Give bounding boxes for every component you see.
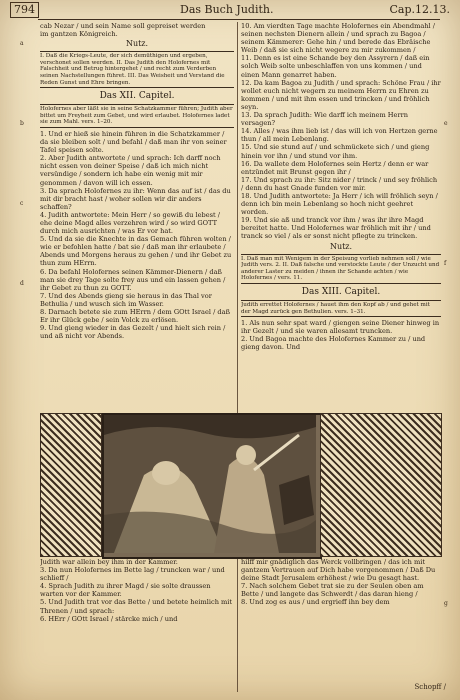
verse: Judith war allein bey ihm in der Kammer. bbox=[40, 558, 178, 566]
verse: 19. Und sie aß und tranck vor ihm / was ihr ihre Magd bereitet hatte. Und Holofernes war fröhlich mit ihr / und tranck so viel / als er sonst nicht pflegte zu trincken. bbox=[241, 216, 431, 241]
verse: hilff mir gnädiglich das Werck vollbringen / das ich mit gantzem Vertrauen auf Dich habe vorgenommen / Daß Du deine Stadt Jerusalem erhöhest / wie Du gesagt hast. bbox=[241, 558, 436, 583]
intro-line: cab Nezar / und sein Name soll gepreiset werden bbox=[40, 22, 206, 30]
verse: 15. Und sie stund auf / und schmückete sich / und gieng hinein vor ihn / und stund vor ihm. bbox=[241, 143, 430, 160]
verse: 11. Denn es ist eine Schande bey den Assyrern / daß ein solch Weib solte unbeschlaffen von uns kommen / und einen Mann genarret haben. bbox=[241, 54, 430, 79]
verse: 12. Da kam Bagoa zu Judith / und sprach: Schöne Frau / ihr wollet euch nicht wegern zu meinem Herrn zu Ehren zu kommen / und mit ihm essen und trincken / und fröhlich seyn. bbox=[241, 78, 441, 111]
verse: 17. Und sprach zu ihr: Sitz nider / trinck / und sey fröhlich / denn du hast Gnade funden vor mir. bbox=[241, 175, 438, 192]
verse: 6. HErr / GOtt Israel / stärcke mich / und bbox=[40, 614, 178, 623]
verse: 2. Und Bagoa machte des Holofernes Kammer zu / und gieng davon. Und bbox=[241, 335, 426, 352]
chapter-summary: Holofernes aber läßt sie in seine Schatzkammer führen; Judith aber bittet um Freyheit zum Gebet, und wird erlaubet. Holofernes ladet sie zum Mahl. vers. 1–20. bbox=[40, 104, 234, 128]
chapter-reference: Cap.12.13. bbox=[389, 3, 450, 16]
verse: 1. Und er hieß sie hinein führen in die Schatzkammer / da sie bleiben solt / und befahl / daß man ihr von seiner Tafel speisen solte. bbox=[40, 129, 227, 155]
verse: 18. Und Judith antwortete: Ja Herr / ich will fröhlich seyn / denn ich bin mein Lebenlang so hoch nicht geehret worden. bbox=[241, 191, 438, 217]
chapter-heading: Das XIII. Capitel. bbox=[301, 286, 381, 297]
margin-letter: e bbox=[444, 120, 448, 127]
column-divider bbox=[237, 22, 238, 692]
header-rule bbox=[38, 19, 440, 20]
verse: 3. Da nun Holofernes im Bette lag / truncken war / und schlieff / bbox=[40, 566, 225, 583]
verse: 4. Sprach Judith zu ihrer Magd / sie solte draussen warten vor der Kammer. bbox=[40, 582, 211, 599]
nutz-text: I. Daß die Kriegs-Leute, der sich demüthigen und ergeben, verschonet sollen werden. II. Das Judith den Holofernes mit Falschheit und Betrug hintergehet / und recht zum Verderben seinen Nachstellungen führet. III. Das Weisheit und Verstand die Reden Gunst und Ehre bringen. bbox=[40, 51, 234, 88]
verse: 8. Darnach betete sie zum HErrn / dem GOtt Israel / daß Er ihr Glück gebe / sein Volck zu erlösen. bbox=[40, 308, 230, 325]
verse: 16. Da wallete dem Holofernes sein Hertz / denn er war entzündet mit Brunst gegen ihr / bbox=[241, 159, 429, 176]
verse: 9. Und gieng wieder in das Gezelt / und hielt sich rein / und aß nicht vor Abends. bbox=[40, 324, 226, 341]
verse: 7. Und des Abends gieng sie heraus in das Thal vor Bethulia / und wusch sich im Wasser. bbox=[40, 291, 212, 308]
ornament-border-left bbox=[40, 413, 102, 557]
margin-letter: b bbox=[20, 120, 24, 127]
right-column bbox=[241, 22, 441, 410]
margin-letter: g bbox=[444, 600, 448, 607]
verse: 8. Und zog es aus / und ergrieff ihn bey dem bbox=[241, 598, 390, 607]
woodcut-scene bbox=[104, 415, 316, 553]
verse: 10. Am vierdten Tage machte Holofernes ein Abendmahl / seinen nechsten Dienern allein / und sprach zu Bagoa / seinem Kämmerer: Gehe hin / und berede das Ebräische Weib / daß sie sich nicht wegere zu mir zukommen / bbox=[241, 22, 435, 55]
verse: 14. Alles / was ihm lieb ist / das will ich von Hertzen gerne thun / all mein Lebenlang. bbox=[241, 127, 438, 144]
margin-letter: a bbox=[20, 40, 24, 47]
ornament-border-right bbox=[320, 413, 442, 557]
left-column-bottom bbox=[40, 558, 234, 683]
margin-letter: c bbox=[20, 200, 24, 207]
verse: 1. Als nun sehr spat ward / giengen seine Diener hinweg in ihr Gezelt / und sie waren allesamt truncken. bbox=[241, 319, 440, 336]
nutz-heading: Nutz. bbox=[329, 241, 353, 251]
left-column bbox=[40, 22, 234, 410]
page-number: 794 bbox=[10, 2, 39, 18]
page-header bbox=[10, 2, 450, 20]
verse: 4. Judith antwortete: Mein Herr / so gewiß du lebest / ehe deine Magd alles verzehren wird / so wird GOTT durch mich ausrichten / was Er vor hat. bbox=[40, 210, 220, 236]
catchword: Schopff / bbox=[414, 683, 446, 691]
nutz-heading: Nutz. bbox=[125, 39, 149, 49]
nutz-text: I. Daß man mit Wenigem in der Speisung vorlieb nehmen soll / wie Judith vers. 2. II. Daß falsche und verstockte Leute / der Unzucht und anderer Laster zu meiden / ihnen ihr Schande achten / wie Holofernes / vers. 11. bbox=[241, 254, 441, 284]
margin-letter: f bbox=[444, 260, 447, 267]
verse: 2. Aber Judith antwortete / und sprach: Ich darff noch nicht essen von deiner Speise / daß ich mich nicht versündige / sondern ich habe ein wenig mit mir genommen / davon will ich essen. bbox=[40, 154, 221, 187]
woodcut-illustration bbox=[102, 413, 322, 559]
chapter-summary: Judith errettet Holofernes / hauet ihm den Kopf ab / und gehet mit der Magd zurück gen Bethulien. vers. 1–31. bbox=[241, 300, 441, 317]
chapter-heading: Das XII. Capitel. bbox=[99, 91, 175, 102]
verse: 3. Da sprach Holofernes zu ihr: Wenn das auf ist / das du mit dir bracht hast / woher sollen wir dir anders schaffen? bbox=[40, 186, 231, 211]
running-title: Das Buch Judith. bbox=[180, 3, 274, 16]
verse: 5. Und da sie die Knechte in das Gemach führen wolten / wie er befohlen hatte / bat sie / daß man ihr erlaubete / Abends und Morgens heraus zu gehen / und ihr Gebet zu thun zum HErrn. bbox=[40, 235, 232, 268]
verse: 5. Und Judith trat vor das Bette / und betete heimlich mit Threnen / und sprach: bbox=[40, 598, 233, 615]
margin-letter: d bbox=[20, 280, 24, 287]
verse: 6. Da befahl Holofernes seinen Kämmer-Dienern / daß man sie drey Tage solte frey aus und ein lassen gehen / ihr Gebet zu thun zu GOTT. bbox=[40, 267, 226, 292]
verse: 7. Nach solchem Gebet trat sie zu der Seulen oben am Bette / und langete das Schwerdt / das daran hieng / bbox=[241, 582, 424, 599]
intro-line: im gantzen Königreich. bbox=[40, 30, 118, 39]
right-column-bottom bbox=[241, 558, 441, 683]
verse: 13. Da sprach Judith: Wie darff ich meinem Herrn versagen? bbox=[241, 111, 409, 128]
